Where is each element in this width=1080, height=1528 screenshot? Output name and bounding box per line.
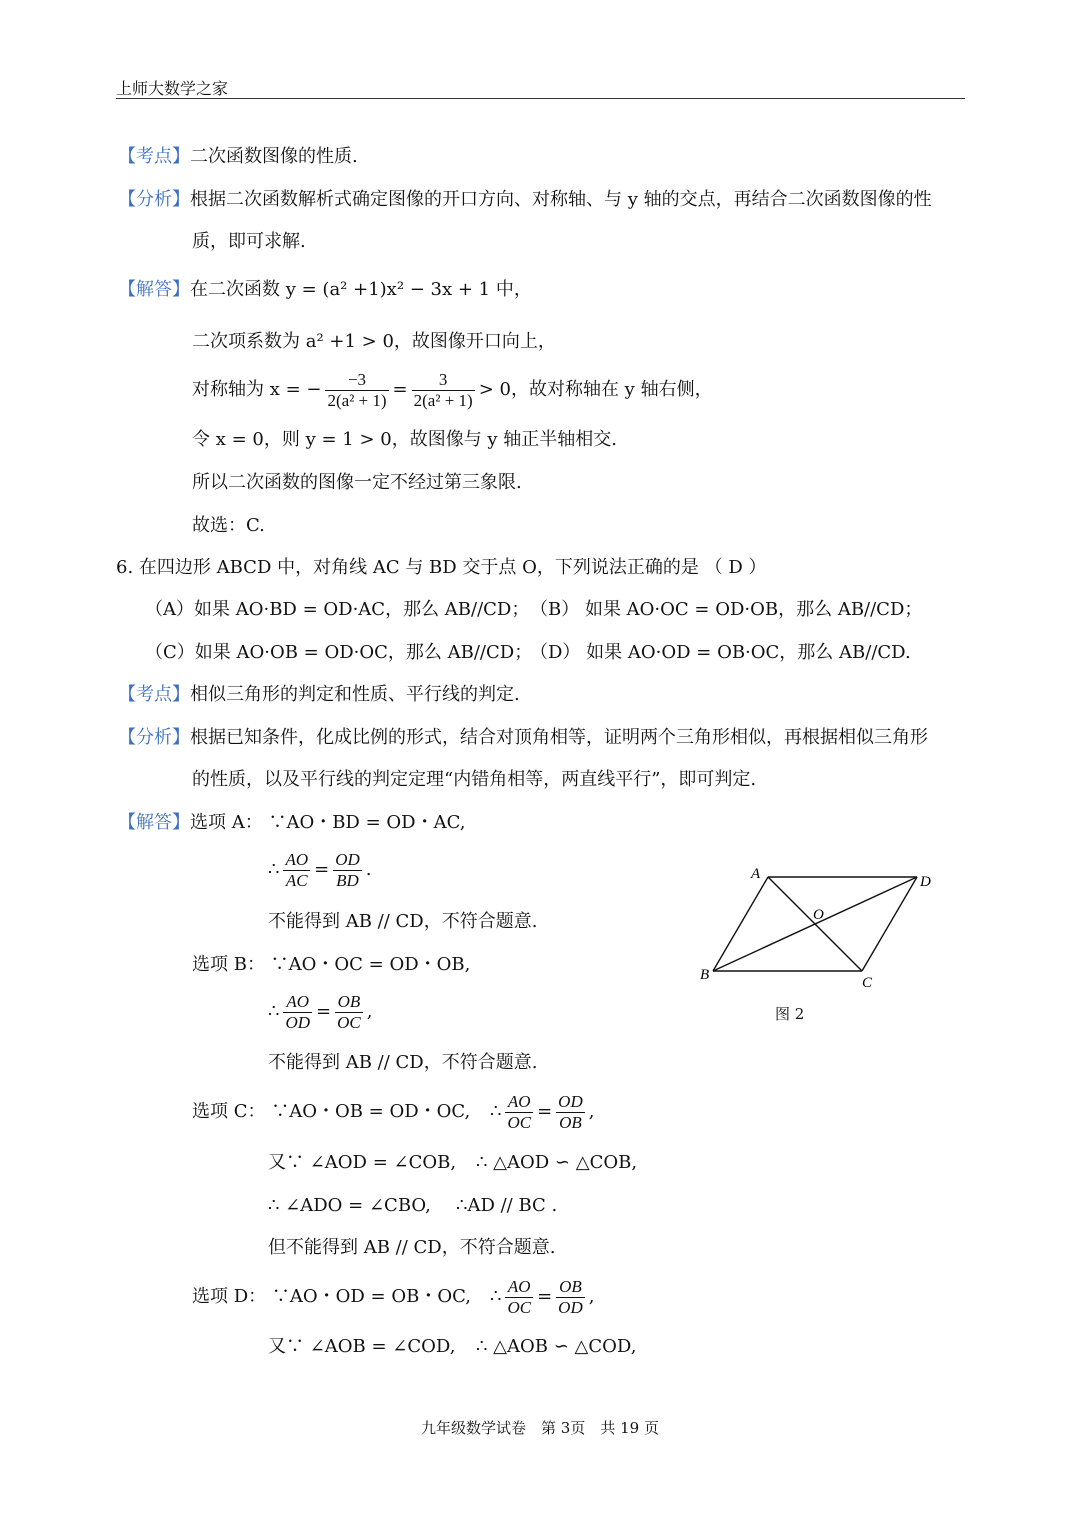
q6-a2 — [268, 847, 372, 893]
tag: 【分析】 — [118, 189, 190, 210]
parallelogram-figure — [690, 855, 950, 995]
q6-option-c: （C）如果 AO·OB = OD·OC，那么 AB//CD； — [145, 642, 533, 663]
equals: = — [314, 859, 330, 880]
q6-c3b: ∴AD // BC . — [456, 1195, 558, 1216]
q6-c1-frac — [490, 1089, 594, 1135]
text: 在二次函数 y = (a² +1)x² − 3x + 1 中， — [190, 279, 532, 300]
q6-c1: 选项 C： ∵AO・OB = OD・OC, — [192, 1101, 471, 1122]
page-footer: 九年级数学试卷 第 3页 共 19 页 — [421, 1419, 659, 1437]
label-a: A — [751, 866, 761, 882]
edge-cd — [862, 877, 917, 971]
fraction — [556, 1277, 585, 1318]
q6-d1-frac — [490, 1274, 594, 1320]
figure-caption: 图 2 — [775, 1005, 805, 1023]
denominator: OD — [285, 1012, 311, 1032]
fraction — [556, 1092, 585, 1133]
denominator: OB — [556, 1112, 585, 1133]
text: 根据二次函数解析式确定图像的开口方向、对称轴、与 y 轴的交点，再结合二次函数图像的性 — [190, 189, 932, 210]
q6-option-a: （A）如果 AO·BD = OD·AC，那么 AB//CD； — [145, 599, 530, 620]
edge-ab — [713, 877, 768, 971]
denominator: AC — [283, 870, 310, 891]
q5-line2: 二次项系数为 a² +1 > 0，故图像开口向上， — [192, 331, 556, 352]
q5-jieda — [118, 278, 532, 302]
q5-line4: 令 x = 0，则 y = 1 > 0，故图像与 y 轴正半轴相交. — [192, 429, 618, 450]
numerator: AO — [285, 849, 309, 869]
equals: = — [537, 1286, 553, 1307]
denominator: OC — [337, 1012, 361, 1032]
text: 二次函数图像的性质. — [190, 146, 358, 167]
header-rule — [116, 98, 965, 99]
equals: = — [537, 1101, 553, 1122]
text: 对称轴为 x = − — [192, 379, 322, 400]
denominator: BD — [333, 870, 362, 891]
q6-c2b: ∴ △AOD ∽ △COB, — [476, 1152, 638, 1173]
q5-line3 — [192, 367, 713, 413]
q6-c3a: ∴ ∠ADO = ∠CBO, — [268, 1195, 431, 1216]
fraction — [412, 370, 475, 411]
denominator: 2(a² + 1) — [413, 390, 473, 410]
numerator: AO — [286, 991, 310, 1011]
label-b: B — [700, 967, 710, 983]
therefore: ∴ — [490, 1101, 502, 1122]
numerator: OD — [558, 1091, 583, 1111]
numerator: AO — [507, 1276, 531, 1296]
q6-b2 — [268, 989, 372, 1035]
therefore: ∴ — [268, 859, 280, 880]
q6-c2a: 又∵ ∠AOD = ∠COB, — [268, 1152, 457, 1173]
fraction — [505, 1092, 533, 1133]
label-c: C — [862, 975, 873, 991]
q6-c4: 但不能得到 AB // CD，不符合题意. — [268, 1237, 556, 1258]
q5-fenxi — [118, 188, 932, 212]
q6-kaodian — [118, 683, 520, 707]
q5-kaodian — [118, 145, 358, 169]
tag: 【解答】 — [118, 812, 190, 833]
label-o: O — [813, 907, 824, 923]
q5-line6: 故选：C. — [192, 515, 265, 536]
q6-b1: 选项 B： ∵AO・OC = OD・OB, — [192, 954, 471, 975]
denominator: OC — [507, 1297, 532, 1317]
text: , — [588, 1286, 595, 1307]
q6-d1: 选项 D： ∵AO・OD = OB・OC, — [192, 1286, 471, 1307]
text: > 0，故对称轴在 y 轴右侧， — [478, 379, 713, 400]
equals: = — [316, 1001, 332, 1022]
q6-option-b: （B） 如果 AO·OC = OD·OB，那么 AB//CD； — [530, 599, 923, 620]
therefore: ∴ — [490, 1286, 502, 1307]
fraction — [283, 992, 312, 1033]
numerator: OB — [559, 1276, 582, 1296]
numerator: AO — [507, 1091, 531, 1111]
denominator: 2(a² + 1) — [327, 390, 387, 410]
q5-line5: 所以二次函数的图像一定不经过第三象限. — [192, 472, 522, 493]
text: 选项 A： ∵AO・BD = OD・AC, — [190, 812, 466, 833]
label-d: D — [920, 874, 931, 890]
tag: 【考点】 — [118, 146, 190, 167]
fraction — [335, 992, 363, 1033]
numerator: OD — [335, 849, 360, 869]
q6-d2b: ∴ △AOB ∽ △COD, — [476, 1336, 637, 1357]
numerator: OB — [337, 991, 361, 1011]
q6-fenxi-cont: 的性质，以及平行线的判定定理“内错角相等，两直线平行”，即可判定. — [192, 769, 757, 790]
diagonal-bd — [713, 877, 917, 971]
fraction — [505, 1277, 533, 1318]
numerator: 3 — [438, 369, 448, 389]
fraction — [333, 850, 362, 891]
tag: 【分析】 — [118, 727, 190, 748]
text: , — [588, 1101, 595, 1122]
text: . — [365, 859, 372, 880]
text: 相似三角形的判定和性质、平行线的判定. — [190, 684, 520, 705]
q6-b3: 不能得到 AB // CD，不符合题意. — [268, 1052, 538, 1073]
fraction — [325, 370, 388, 411]
text: = — [392, 379, 408, 400]
q6-stem: 6. 在四边形 ABCD 中，对角线 AC 与 BD 交于点 O，下列说法正确的是 （ D ） — [116, 557, 767, 578]
q6-d2a: 又∵ ∠AOB = ∠COD, — [268, 1336, 456, 1357]
denominator: OD — [558, 1297, 583, 1317]
q5-fenxi-cont: 质，即可求解. — [192, 231, 306, 252]
tag: 【考点】 — [118, 684, 190, 705]
text: , — [366, 1001, 373, 1022]
tag: 【解答】 — [118, 279, 190, 300]
q6-fenxi — [118, 726, 928, 750]
fraction — [283, 850, 310, 891]
denominator: OC — [507, 1112, 532, 1132]
header-title: 上师大数学之家 — [116, 79, 229, 98]
q6-a3: 不能得到 AB // CD，不符合题意. — [268, 911, 538, 932]
therefore: ∴ — [268, 1001, 280, 1022]
text: 根据已知条件，化成比例的形式，结合对顶角相等，证明两个三角形相似，再根据相似三角形 — [190, 727, 928, 748]
q6-option-d: （D） 如果 AO·OD = OB·OC，那么 AB//CD. — [530, 642, 911, 663]
numerator: −3 — [347, 369, 367, 389]
q6-jieda-a1 — [118, 811, 465, 835]
